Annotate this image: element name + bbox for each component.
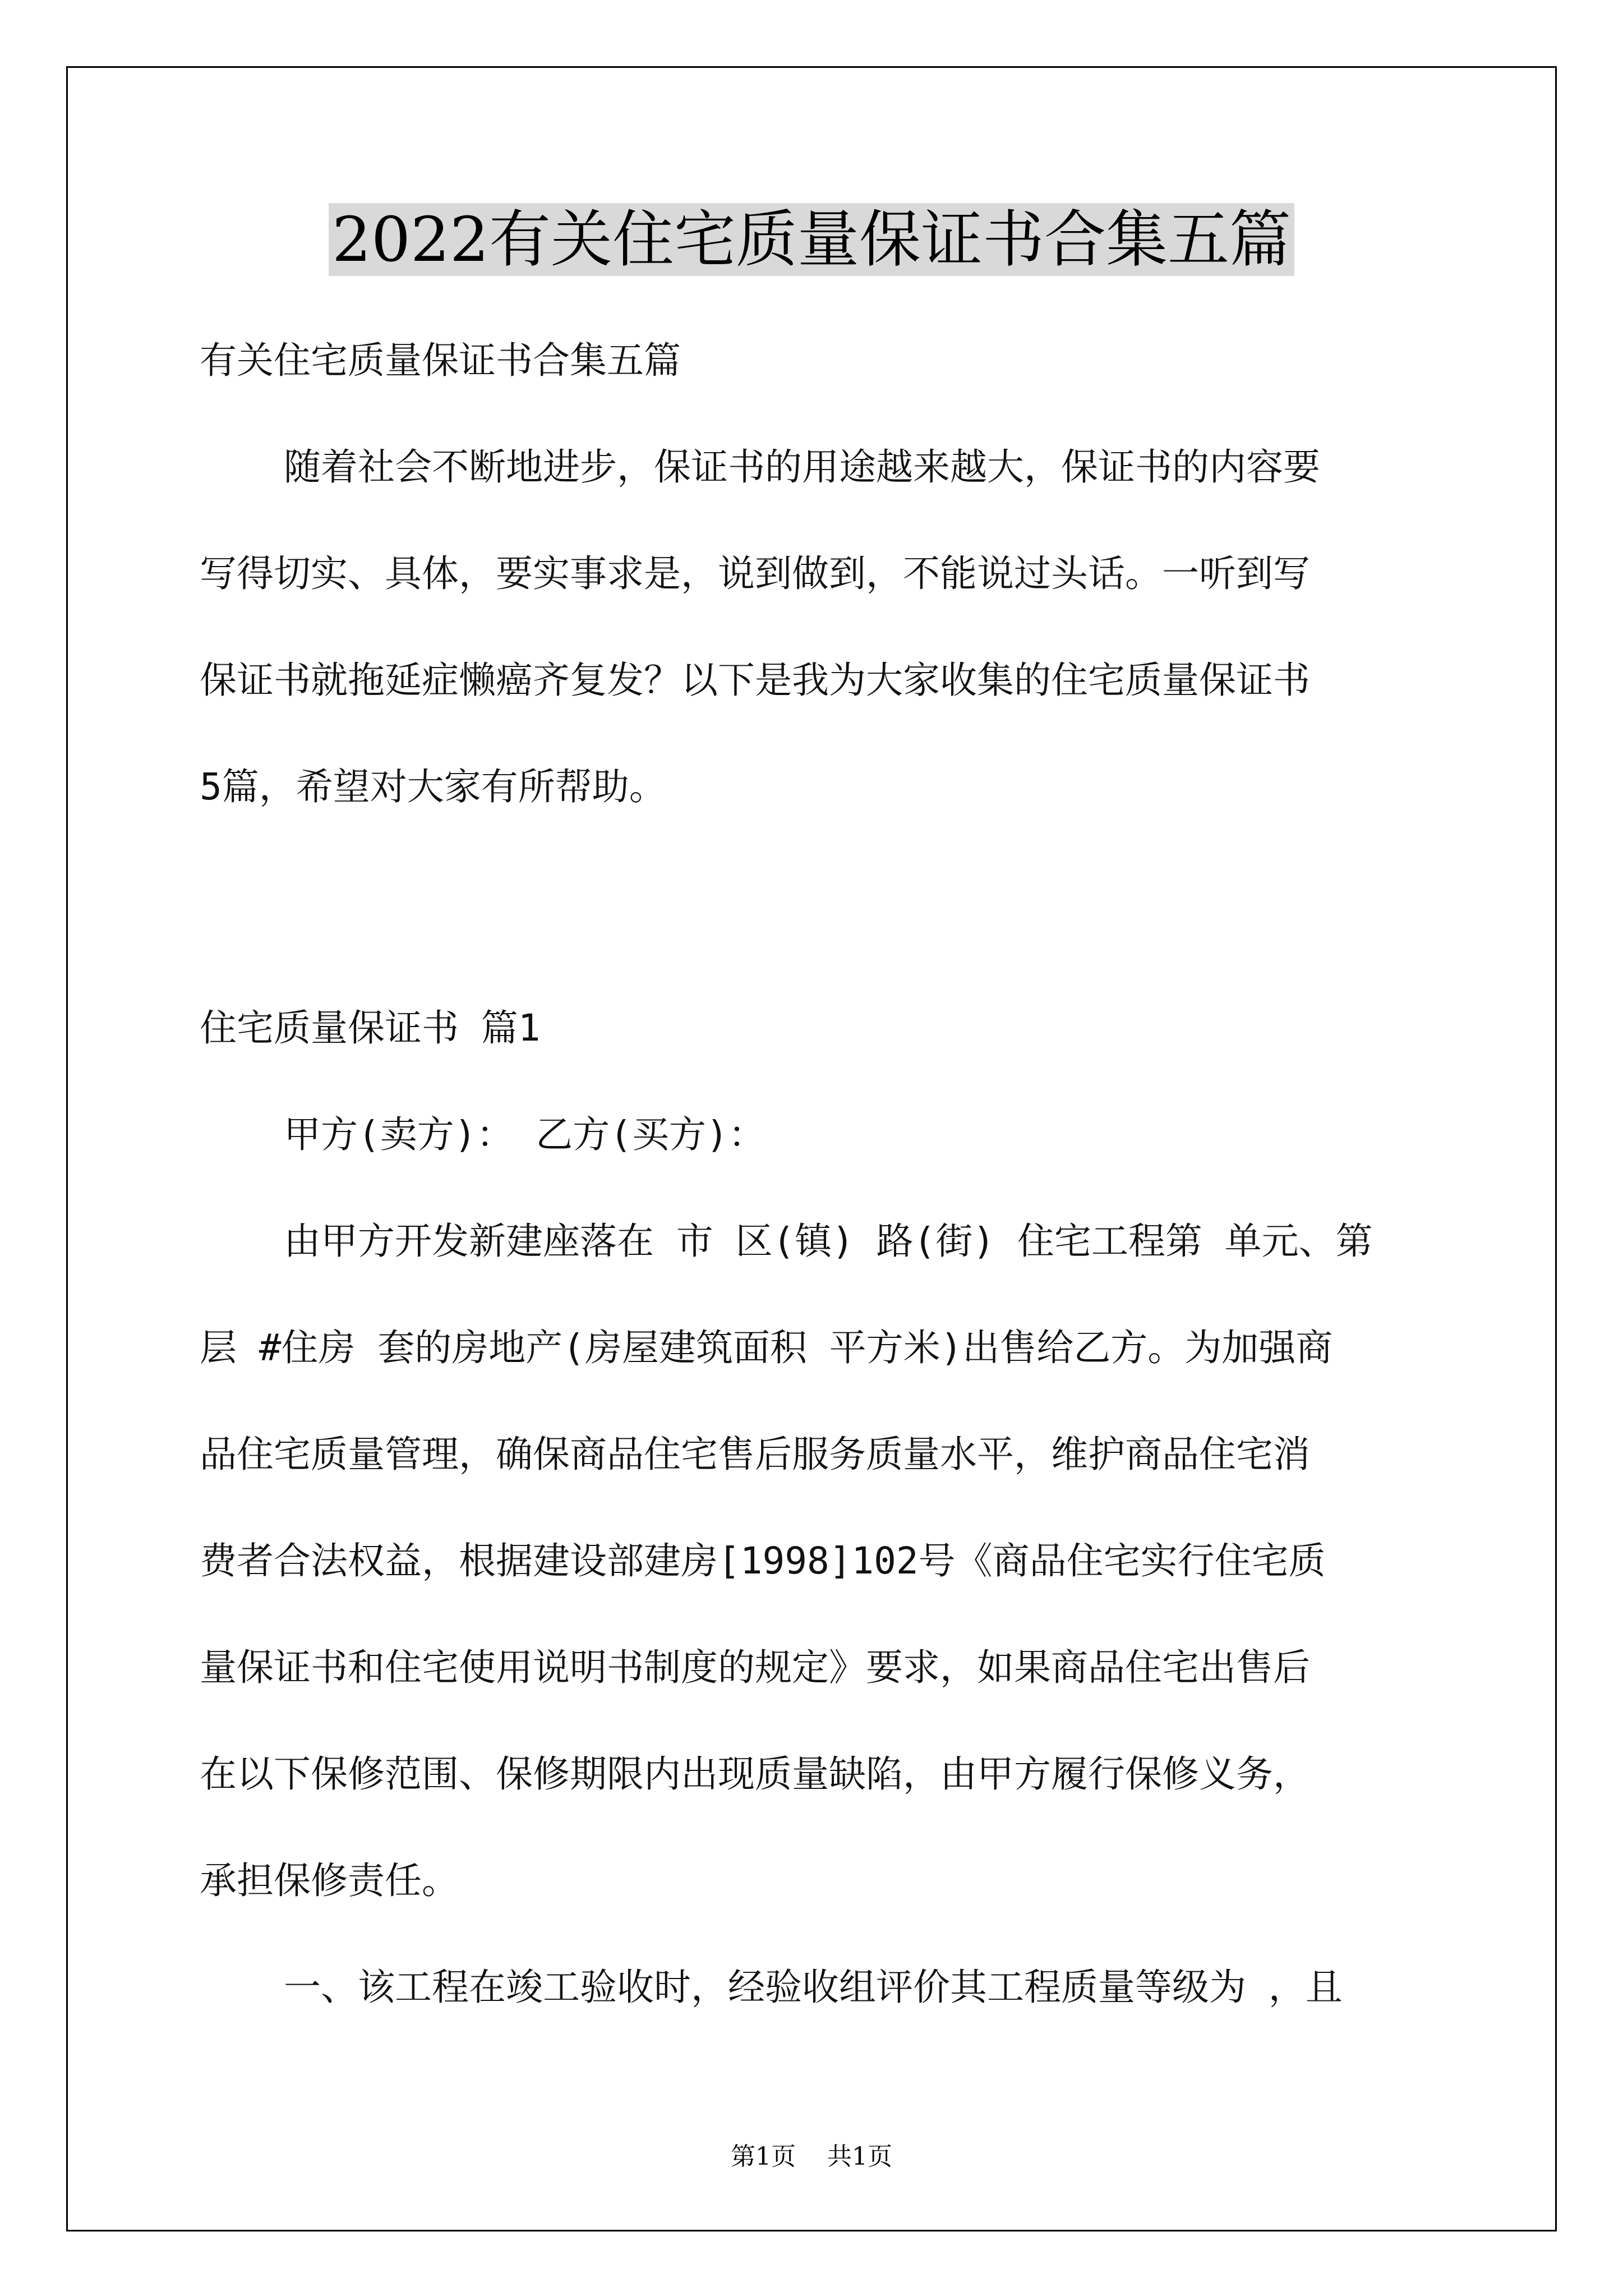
paragraph-line: 层 #住房 套的房地产(房屋建筑面积 平方米)出售给乙方。为加强商 [200,1326,1333,1369]
paragraph-line: 一、该工程在竣工验收时，经验收组评价其工程质量等级为 ，且 [284,1966,1343,2009]
paragraph-line: 由甲方开发新建座落在 市 区(镇) 路(街) 住宅工程第 单元、第 [284,1220,1373,1263]
paragraph-line: 品住宅质量管理，确保商品住宅售后服务质量水平，维护商品住宅消 [200,1433,1310,1476]
section-heading: 住宅质量保证书 篇1 [200,1006,541,1050]
paragraph-line: 量保证书和住宅使用说明书制度的规定》要求，如果商品住宅出售后 [200,1646,1310,1689]
paragraph-line: 费者合法权益，根据建设部建房[1998]102号《商品住宅实行住宅质 [200,1539,1326,1582]
paragraph-line: 随着社会不断地进步，保证书的用途越来越大，保证书的内容要 [284,445,1320,489]
subtitle-line: 有关住宅质量保证书合集五篇 [200,339,681,382]
document-title: 2022有关住宅质量保证书合集五篇 [329,203,1294,276]
paragraph-line: 5篇，希望对大家有所帮助。 [200,765,666,808]
paragraph-line: 承担保修责任。 [200,1859,459,1902]
paragraph-line: 保证书就拖延症懒癌齐复发？以下是我为大家收集的住宅质量保证书 [200,659,1310,702]
page-total: 共1页 [827,2142,892,2171]
page-number: 第1页 [731,2142,796,2171]
title-container [0,203,1623,276]
paragraph-line: 甲方(卖方)： 乙方(买方)： [284,1113,766,1156]
paragraph-line: 写得切实、具体，要实事求是，说到做到，不能说过头话。一听到写 [200,552,1310,595]
paragraph-line: 在以下保修范围、保修期限内出现质量缺陷，由甲方履行保修义务， [200,1752,1310,1796]
page-footer [0,2136,1623,2172]
